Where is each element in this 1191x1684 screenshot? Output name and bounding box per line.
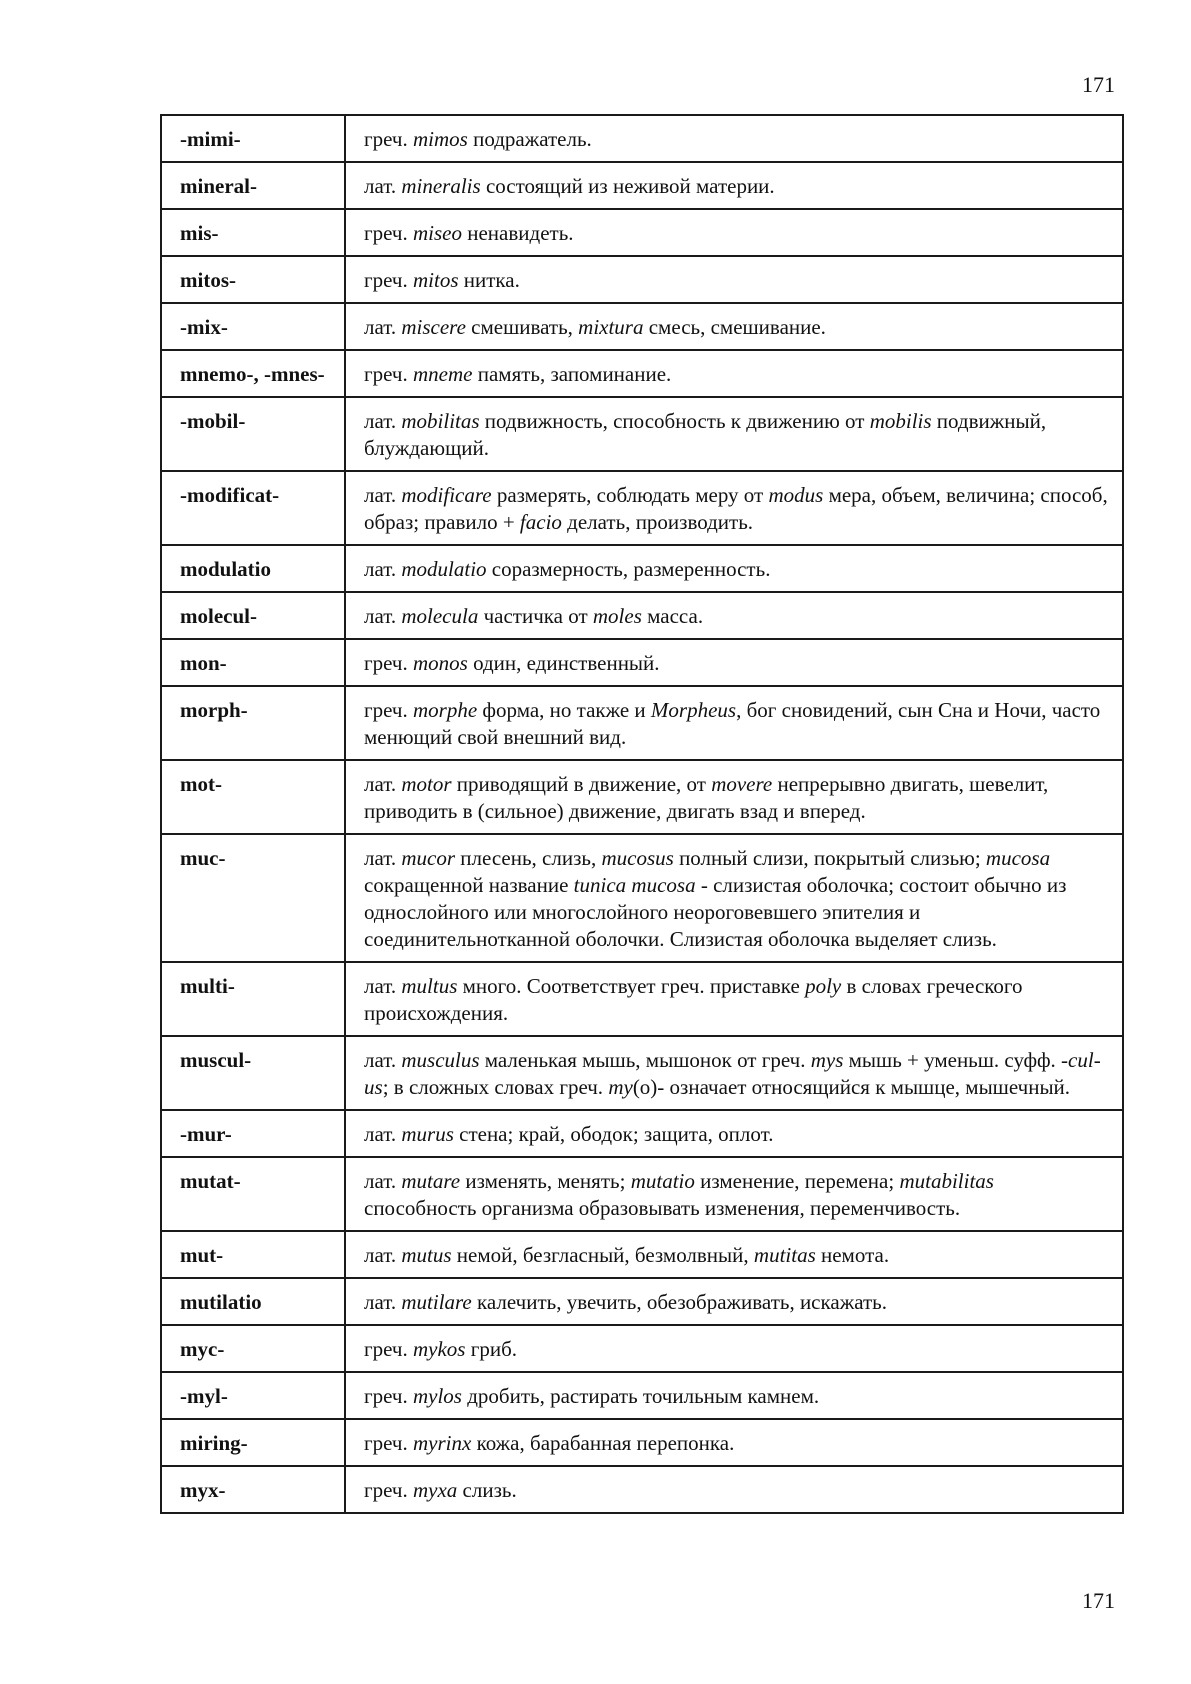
definition-cell (345, 350, 1123, 397)
definition-cell (345, 1278, 1123, 1325)
term-cell: -modificat- (161, 471, 345, 545)
term-cell: -mix- (161, 303, 345, 350)
definition-italic-word: miseo (412, 221, 462, 245)
definition-italic-word: multus (401, 974, 458, 998)
definition-italic-word: poly (805, 974, 842, 998)
term-cell: mutilatio (161, 1278, 345, 1325)
definition-text: делать, производить. (561, 510, 754, 534)
definition-text: маленькая мышь, мышонок от греч. (479, 1048, 811, 1072)
definition-text: плесень, слизь, (455, 846, 602, 870)
term-cell: -myl- (161, 1372, 345, 1419)
table-row (161, 1110, 1123, 1157)
definition-text: немота. (815, 1243, 890, 1267)
definition-italic-word: -cul-us (364, 1048, 1101, 1099)
definition-text: лат. (364, 974, 402, 998)
term-cell: mnemo-, -mnes- (161, 350, 345, 397)
table-row (161, 592, 1123, 639)
definition-text: греч. (364, 1337, 413, 1361)
definition-text: лат. (364, 772, 402, 796)
term-cell: muc- (161, 834, 345, 962)
definition-text: один, единственный. (467, 651, 660, 675)
definition-cell (345, 471, 1123, 545)
definition-text: греч. (364, 1478, 413, 1502)
table-row (161, 1325, 1123, 1372)
term-cell: modulatio (161, 545, 345, 592)
definition-text: много. Соответствует греч. приставке (457, 974, 806, 998)
term-cell: miring- (161, 1419, 345, 1466)
term-cell: mot- (161, 760, 345, 834)
term-cell: molecul- (161, 592, 345, 639)
definition-italic-word: Morpheus (650, 698, 737, 722)
definition-text: кожа, барабанная перепонка. (471, 1431, 735, 1455)
definition-cell (345, 1466, 1123, 1513)
definition-cell (345, 1325, 1123, 1372)
definition-italic-word: modus (768, 483, 824, 507)
term-cell: mis- (161, 209, 345, 256)
page-number-bottom: 171 (1082, 1588, 1115, 1613)
definition-italic-word: mneme (412, 362, 473, 386)
definition-italic-word: mobilitas (401, 409, 480, 433)
table-row (161, 115, 1123, 162)
definition-italic-word: tunica mucosa (573, 873, 696, 897)
definition-cell (345, 1036, 1123, 1110)
definition-italic-word: myxa (412, 1478, 458, 1502)
term-cell: mut- (161, 1231, 345, 1278)
table-row (161, 1157, 1123, 1231)
definition-text: стена; край, ободок; защита, оплот. (453, 1122, 774, 1146)
table-row (161, 686, 1123, 760)
definition-cell (345, 256, 1123, 303)
definition-italic-word: miscere (401, 315, 466, 339)
definition-cell (345, 545, 1123, 592)
definition-text: размерять, соблюдать меру от (491, 483, 769, 507)
definition-text: в словах греческого происхождения. (364, 974, 1023, 1025)
term-cell: mon- (161, 639, 345, 686)
table-row (161, 397, 1123, 471)
definition-text: греч. (364, 1384, 413, 1408)
table-row (161, 1278, 1123, 1325)
definition-text: греч. (364, 362, 413, 386)
definition-text: калечить, увечить, обезображивать, искажать. (471, 1290, 888, 1314)
definition-italic-word: mobilis (869, 409, 932, 433)
definition-italic-word: mucor (401, 846, 456, 870)
definition-text: лат. (364, 1290, 402, 1314)
definition-cell (345, 1419, 1123, 1466)
definition-italic-word: mineralis (401, 174, 481, 198)
glossary-body (161, 115, 1123, 1513)
term-cell: muscul- (161, 1036, 345, 1110)
definition-cell (345, 209, 1123, 256)
definition-cell (345, 115, 1123, 162)
definition-text: дробить, растирать точильным камнем. (461, 1384, 820, 1408)
definition-text: лат. (364, 483, 402, 507)
definition-italic-word: mimos (412, 127, 468, 151)
page-number-top: 171 (1082, 72, 1115, 97)
table-row (161, 1372, 1123, 1419)
definition-text: форма, но также и (477, 698, 651, 722)
definition-cell (345, 162, 1123, 209)
definition-text: немой, безгласный, безмолвный, (451, 1243, 754, 1267)
definition-text: память, запоминание. (472, 362, 672, 386)
term-cell: -mobil- (161, 397, 345, 471)
term-cell: mitos- (161, 256, 345, 303)
definition-text: сокращенной название (364, 873, 574, 897)
definition-cell (345, 397, 1123, 471)
definition-text: мера, объем, величина; способ, образ; правило + (364, 483, 1108, 534)
definition-text: нитка. (458, 268, 520, 292)
definition-italic-word: modulatio (401, 557, 487, 581)
definition-text: , бог сновидений, сын Сна и Ночи, часто менющий свой внешний вид. (364, 698, 1101, 749)
table-row (161, 1231, 1123, 1278)
term-cell: mineral- (161, 162, 345, 209)
definition-italic-word: musculus (401, 1048, 480, 1072)
definition-text: лат. (364, 1243, 402, 1267)
definition-text: смешивать, (465, 315, 579, 339)
definition-text: греч. (364, 268, 413, 292)
definition-text: греч. (364, 698, 413, 722)
table-row (161, 545, 1123, 592)
definition-text: ненавидеть. (461, 221, 574, 245)
term-cell: morph- (161, 686, 345, 760)
table-row (161, 209, 1123, 256)
definition-cell (345, 1110, 1123, 1157)
definition-italic-word: mutilare (401, 1290, 472, 1314)
table-row (161, 1036, 1123, 1110)
definition-text: лат. (364, 409, 402, 433)
definition-text: изменять, менять; (460, 1169, 631, 1193)
definition-cell (345, 1372, 1123, 1419)
definition-text: масса. (641, 604, 704, 628)
definition-cell (345, 1231, 1123, 1278)
table-row (161, 962, 1123, 1036)
definition-cell (345, 834, 1123, 962)
definition-text: лат. (364, 557, 402, 581)
definition-text: греч. (364, 651, 413, 675)
definition-italic-word: murus (401, 1122, 454, 1146)
definition-text: (o)- означает относящийся к мышце, мышечный. (632, 1075, 1071, 1099)
definition-text: гриб. (465, 1337, 518, 1361)
definition-text: лат. (364, 174, 402, 198)
definition-text: смесь, смешивание. (643, 315, 826, 339)
definition-text: лат. (364, 315, 402, 339)
table-row (161, 162, 1123, 209)
table-row (161, 1466, 1123, 1513)
definition-cell (345, 1157, 1123, 1231)
definition-italic-word: mutitas (753, 1243, 816, 1267)
definition-cell (345, 592, 1123, 639)
definition-text: подвижный, блуждающий. (364, 409, 1047, 460)
definition-text: подражатель. (467, 127, 592, 151)
table-row (161, 834, 1123, 962)
definition-italic-word: morphe (412, 698, 478, 722)
term-cell: -mimi- (161, 115, 345, 162)
definition-italic-word: mucosa (985, 846, 1051, 870)
table-row (161, 1419, 1123, 1466)
definition-cell (345, 639, 1123, 686)
definition-italic-word: mutus (401, 1243, 452, 1267)
table-row (161, 471, 1123, 545)
definition-italic-word: molecula (401, 604, 479, 628)
table-row (161, 639, 1123, 686)
table-row (161, 256, 1123, 303)
definition-italic-word: monos (412, 651, 468, 675)
term-cell: myc- (161, 1325, 345, 1372)
definition-text: полный слизи, покрытый слизью; (673, 846, 986, 870)
definition-text: греч. (364, 221, 413, 245)
table-row (161, 760, 1123, 834)
definition-italic-word: mixtura (578, 315, 644, 339)
table-row (161, 350, 1123, 397)
definition-cell (345, 760, 1123, 834)
definition-text: соразмерность, размеренность. (486, 557, 771, 581)
definition-italic-word: mucosus (601, 846, 674, 870)
term-cell: mutat- (161, 1157, 345, 1231)
definition-text: мышь + уменьш. суфф. (843, 1048, 1062, 1072)
definition-text: греч. (364, 1431, 413, 1455)
definition-text: частичка от (478, 604, 593, 628)
definition-text: лат. (364, 846, 402, 870)
definition-italic-word: modificare (401, 483, 492, 507)
definition-italic-word: mys (810, 1048, 844, 1072)
definition-text: приводящий в движение, от (451, 772, 712, 796)
definition-italic-word: mylos (412, 1384, 462, 1408)
term-cell: myx- (161, 1466, 345, 1513)
definition-italic-word: mykos (412, 1337, 466, 1361)
definition-italic-word: moles (592, 604, 642, 628)
definition-cell (345, 962, 1123, 1036)
definition-text: лат. (364, 1048, 402, 1072)
definition-italic-word: facio (519, 510, 562, 534)
definition-cell (345, 686, 1123, 760)
term-cell: multi- (161, 962, 345, 1036)
definition-text: слизь. (457, 1478, 517, 1502)
definition-italic-word: motor (401, 772, 452, 796)
definition-text: лат. (364, 604, 402, 628)
definition-text: лат. (364, 1169, 402, 1193)
table-row (161, 303, 1123, 350)
definition-text: ; в сложных словах греч. (382, 1075, 609, 1099)
definition-italic-word: mutatio (630, 1169, 695, 1193)
definition-cell (345, 303, 1123, 350)
definition-italic-word: my (608, 1075, 633, 1099)
definition-text: лат. (364, 1122, 402, 1146)
definition-text: подвижность, способность к движению от (479, 409, 870, 433)
definition-text: способность организма образовывать изменения, переменчивость. (364, 1196, 961, 1220)
definition-italic-word: mutabilitas (899, 1169, 994, 1193)
definition-text: изменение, перемена; (694, 1169, 900, 1193)
definition-text: состоящий из неживой материи. (480, 174, 775, 198)
definition-text: - слизистая оболочка; состоит обычно из однослойного или многослойного неороговевшего эпителия и соединительнотканной оболочки. Слизистая оболочка выделяет слизь. (364, 873, 1067, 951)
definition-text: греч. (364, 127, 413, 151)
glossary-table (160, 114, 1124, 1514)
definition-italic-word: mutare (401, 1169, 461, 1193)
definition-italic-word: mitos (412, 268, 459, 292)
definition-italic-word: myrinx (412, 1431, 472, 1455)
term-cell: -mur- (161, 1110, 345, 1157)
definition-italic-word: movere (711, 772, 773, 796)
definition-text: непрерывно двигать, шевелит, приводить в (сильное) движение, двигать взад и вперед. (364, 772, 1049, 823)
